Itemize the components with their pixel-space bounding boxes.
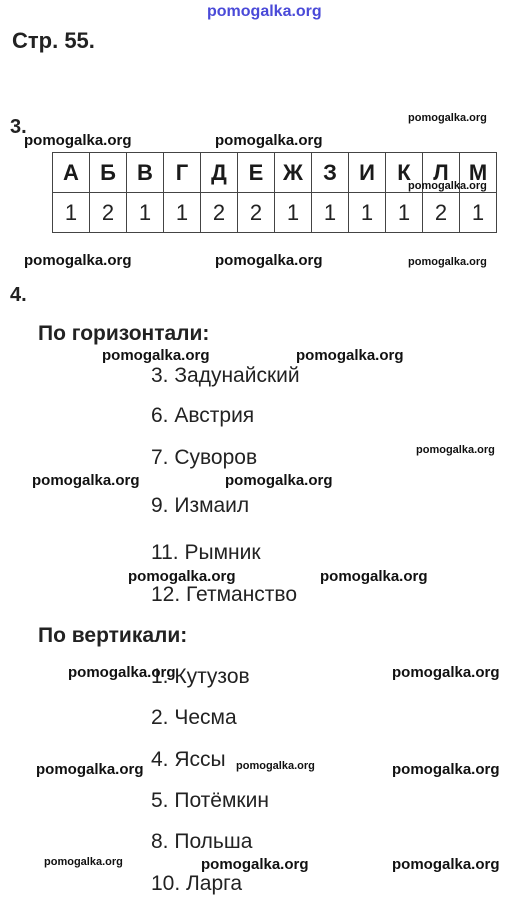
task-3-number: 3. [10,116,27,138]
answer-item: 9. Измаил [151,494,250,517]
table-cell-letter: Г [164,153,201,193]
table-cell-value: 1 [349,193,386,233]
table-cell-value: 2 [238,193,275,233]
table-cell-value: 1 [53,193,90,233]
watermark: pomogalka.org [392,664,500,681]
table-cell-letter: В [127,153,164,193]
watermark: pomogalka.org [24,252,132,269]
watermark: pomogalka.org [44,856,123,868]
watermark: pomogalka.org [392,761,500,778]
watermark: pomogalka.org [416,444,495,456]
table-cell-letter: Е [238,153,275,193]
answer-item: 3. Задунайский [151,364,300,387]
table-cell-value: 1 [275,193,312,233]
answer-item: 4. Яссы [151,748,226,771]
table-cell-letter: Б [90,153,127,193]
watermark: pomogalka.org [408,112,487,124]
watermark: pomogalka.org [215,252,323,269]
table-cell-letter: М [460,153,497,193]
watermark: pomogalka.org [102,347,210,364]
table-cell-value: 2 [201,193,238,233]
table-cell-letter: К [386,153,423,193]
table-cell-value: 1 [312,193,349,233]
watermark: pomogalka.org [320,568,428,585]
answer-item: 11. Рымник [151,541,261,564]
watermark: pomogalka.org [408,180,487,192]
table-cell-value: 2 [90,193,127,233]
table-cell-letter: Ж [275,153,312,193]
watermark: pomogalka.org [296,347,404,364]
watermark: pomogalka.org [392,856,500,873]
table-cell-letter: З [312,153,349,193]
watermark: pomogalka.org [32,472,140,489]
answer-item: 6. Австрия [151,404,255,427]
watermark: pomogalka.org [68,664,176,681]
watermark: pomogalka.org [36,761,144,778]
task-4-number: 4. [10,284,27,306]
table-cell-letter: Л [423,153,460,193]
answer-item: 5. Потёмкин [151,789,269,812]
answer-item: 1. Кутузов [151,665,250,688]
table-cell-value: 1 [386,193,423,233]
answer-item: 8. Польша [151,830,253,853]
table-cell-value: 1 [164,193,201,233]
site-watermark-header: pomogalka.org [207,3,322,20]
watermark: pomogalka.org [128,568,236,585]
table-cell-letter: Д [201,153,238,193]
table-cell-value: 2 [423,193,460,233]
answer-item: 2. Чесма [151,706,237,729]
answer-item: 7. Суворов [151,446,258,469]
watermark: pomogalka.org [24,132,132,149]
answer-item: 12. Гетманство [151,583,298,606]
table-cell-letter: А [53,153,90,193]
letter-value-table [52,152,497,233]
watermark: pomogalka.org [236,760,315,772]
table-cell-value: 1 [460,193,497,233]
horizontal-heading: По горизонтали: [38,322,210,345]
table-cell-value: 1 [127,193,164,233]
values-row [53,193,497,233]
page-number: Стр. 55. [12,28,95,53]
watermark: pomogalka.org [201,856,309,873]
vertical-heading: По вертикали: [38,624,188,647]
answer-item: 10. Ларга [151,872,243,895]
watermark: pomogalka.org [225,472,333,489]
watermark: pomogalka.org [408,256,487,268]
table-cell-letter: И [349,153,386,193]
watermark: pomogalka.org [215,132,323,149]
